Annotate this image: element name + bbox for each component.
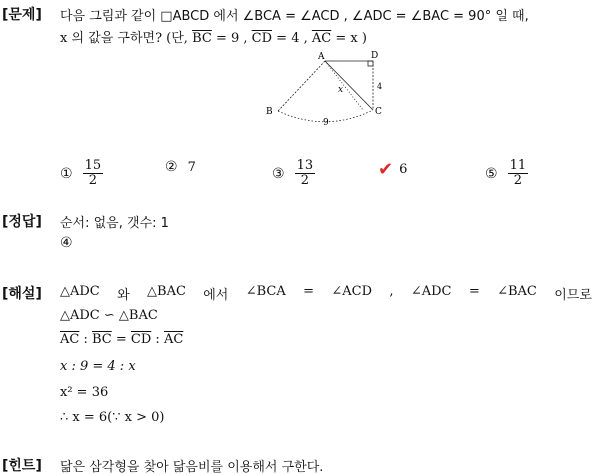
choice-3[interactable] — [272, 159, 315, 188]
solution-token: = — [468, 284, 480, 299]
choice-5-marker: ⑤ — [485, 165, 498, 182]
segment-cd: $\overline{CD}$ — [251, 31, 273, 46]
segment-ab-line — [278, 61, 325, 111]
solution-line-2: △ADC ∽ △BAC — [60, 308, 158, 323]
answer-label: [정답] — [2, 214, 42, 230]
solution-token: , — [389, 284, 394, 299]
choice-1[interactable] — [60, 159, 103, 188]
ratio-ac-2: $\overline{AC}$ — [163, 332, 184, 347]
solution-line-4: x : 9 = 4 : x — [60, 359, 136, 374]
answer-line-2: ④ — [60, 235, 73, 251]
segment-a-to-bc-line — [325, 61, 363, 110]
solution-token: ∠BAC — [497, 284, 537, 299]
solution-line-1 — [60, 284, 592, 303]
choice-1-marker: ① — [60, 165, 73, 182]
solution-token: ∠ACD — [331, 284, 372, 299]
label-4: 4 — [377, 82, 383, 91]
ratio-cd: $\overline{CD}$ — [130, 332, 152, 347]
ratio-sep: : — [151, 332, 164, 347]
solution-line-5: x² = 36 — [60, 385, 109, 400]
choice-5-numerator: 11 — [509, 158, 527, 173]
choice-4[interactable] — [378, 159, 407, 180]
problem-label: [문제] — [2, 7, 42, 23]
answer-line-1: 순서: 없음, 갯수: 1 — [60, 216, 169, 231]
vertex-c: C — [375, 107, 382, 117]
choice-2-value: 7 — [187, 159, 196, 175]
ratio-eq: = — [111, 332, 131, 347]
ratio-ac: $\overline{AC}$ — [60, 332, 80, 347]
choice-3-fraction — [295, 159, 316, 188]
label-9: 9 — [323, 118, 329, 128]
choice-4-value: 6 — [399, 162, 408, 177]
choice-2-marker: ② — [165, 159, 178, 175]
vertex-b: B — [266, 107, 273, 117]
ac-value: = x ) — [331, 31, 367, 46]
solution-token: △BAC — [147, 284, 186, 299]
hint-label: [힌트] — [2, 458, 42, 474]
solution-token: = — [303, 284, 314, 299]
label-x: x — [338, 85, 344, 95]
solution-line-6: ∴ x = 6(∵ x > 0) — [60, 410, 165, 425]
problem-line-2-text: x 의 값을 구하면? (단, — [60, 31, 193, 46]
solution-label: [해설] — [2, 286, 42, 302]
bc-value: = 9 , — [211, 31, 252, 46]
solution-token: 에서 — [203, 288, 229, 303]
segment-bc: $\overline{BC}$ — [192, 31, 212, 46]
solution-token: ∠ADC — [410, 284, 452, 299]
choice-3-numerator: 13 — [296, 158, 314, 173]
choice-1-fraction — [83, 159, 104, 188]
solution-token: ∠BCA — [245, 284, 286, 299]
choice-1-denominator: 2 — [88, 173, 97, 188]
segment-ac-line — [325, 61, 373, 110]
ratio-bc: $\overline{BC}$ — [92, 332, 112, 347]
vertex-a: A — [318, 52, 325, 62]
segment-ac: $\overline{AC}$ — [311, 31, 332, 46]
solution-line-3 — [60, 332, 183, 347]
solution-token: 와 — [117, 288, 130, 303]
choice-3-denominator: 2 — [300, 173, 309, 188]
choice-1-numerator: 15 — [84, 158, 102, 173]
solution-token: 이므로 — [554, 288, 592, 303]
solution-token: △ADC — [60, 284, 100, 299]
choice-5-denominator: 2 — [513, 173, 522, 188]
cd-value: = 4 , — [272, 31, 312, 46]
right-angle-mark-d — [368, 61, 373, 66]
vertex-d: D — [371, 51, 379, 61]
checkmark-icon: ✔ — [378, 159, 394, 180]
quadrilateral-figure — [260, 48, 400, 128]
problem-line-2 — [60, 27, 367, 46]
ratio-sep: : — [79, 332, 92, 347]
hint-text: 닮은 삼각형을 찾아 닮음비를 이용해서 구한다. — [60, 460, 324, 475]
choice-2[interactable] — [165, 159, 196, 175]
choice-5[interactable] — [485, 159, 528, 188]
problem-line-1: 다음 그림과 같이 □ABCD 에서 ∠BCA = ∠ACD , ∠ADC = ∠BAC = 90° 일 때, — [60, 9, 529, 24]
choice-5-fraction — [508, 159, 529, 188]
choice-3-marker: ③ — [272, 165, 285, 182]
